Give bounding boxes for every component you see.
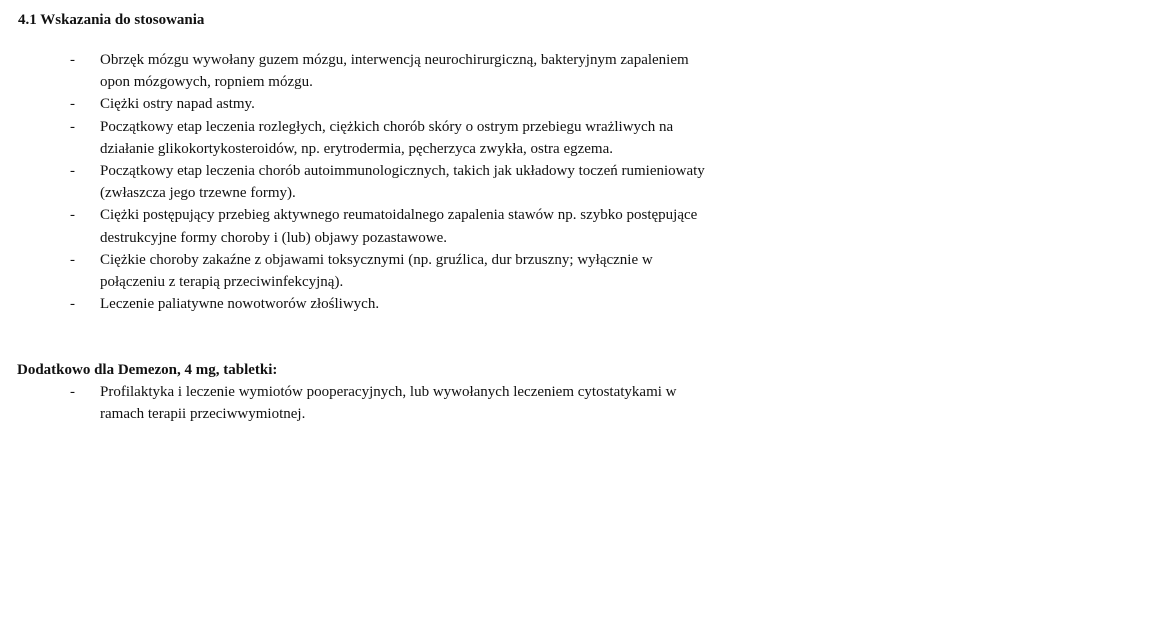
list-item <box>70 204 720 248</box>
list-item-text: Obrzęk mózgu wywołany guzem mózgu, interwencją neurochirurgiczną, bakteryjnym zapaleniem opon mózgowych, ropniem mózgu. <box>100 52 689 91</box>
list-item <box>70 381 720 425</box>
list-item <box>70 49 720 93</box>
bullet-dash: - <box>70 96 75 113</box>
bullet-dash: - <box>70 163 75 180</box>
bullet-dash: - <box>70 52 75 68</box>
list-item-text: Ciężki ostry napad astmy. <box>100 96 255 113</box>
bullet-dash: - <box>70 207 75 224</box>
indications-list <box>70 49 720 315</box>
list-item <box>70 116 720 160</box>
bullet-dash: - <box>70 118 75 135</box>
additional-heading: Dodatkowo dla Demezon, 4 mg, tabletki: <box>17 362 278 378</box>
bullet-dash: - <box>70 296 75 313</box>
list-item-text: Początkowy etap leczenia rozległych, ciężkich chorób skóry o ostrym przebiegu wrażliwych na działanie glikokortykosteroidów, np. erytrodermia, pęcherzyca zwykła, ostra egzema. <box>100 118 674 157</box>
list-item <box>70 93 720 115</box>
list-item-text: Profilaktyka i leczenie wymiotów pooperacyjnych, lub wywołanych leczeniem cytostatykami w ramach terapii przeciwwymiotnej. <box>100 384 677 423</box>
bullet-dash: - <box>70 251 75 268</box>
list-item-text: Ciężkie choroby zakaźne z objawami toksycznymi (np. gruźlica, dur brzuszny; wyłącznie w połączeniu z terapią przeciwinfekcyjną). <box>100 251 653 291</box>
additional-indications-list <box>70 381 720 425</box>
list-item <box>70 160 720 204</box>
list-item-text: Leczenie paliatywne nowotworów złośliwych. <box>100 296 380 313</box>
list-item <box>70 293 720 315</box>
list-item <box>70 249 720 293</box>
list-item-text: Ciężki postępujący przebieg aktywnego reumatoidalnego zapalenia stawów np. szybko postępujące destrukcyjne formy choroby i (lub) objawy pozastawowe. <box>100 207 698 246</box>
section-heading: 4.1 Wskazania do stosowania <box>18 12 205 28</box>
bullet-dash: - <box>70 384 75 400</box>
list-item-text: Początkowy etap leczenia chorób autoimmunologicznych, takich jak układowy toczeń rumieniowaty (zwłaszcza jego trzewne formy). <box>100 163 705 202</box>
